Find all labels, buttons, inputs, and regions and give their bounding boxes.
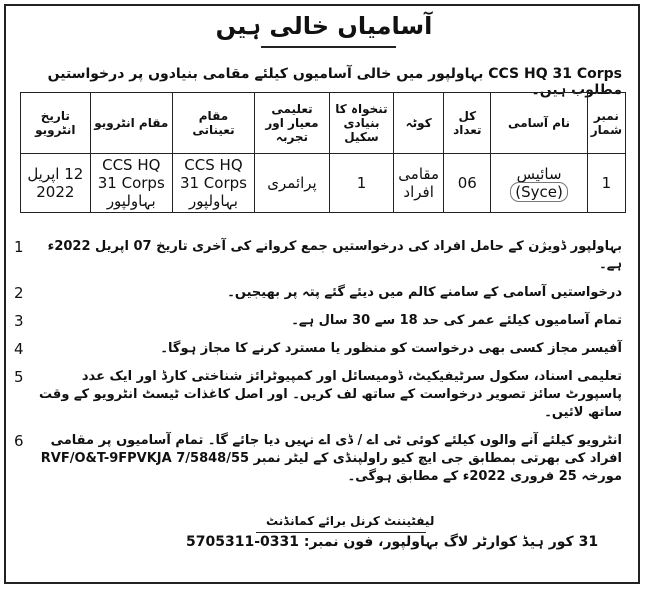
header-quota: کوٹہ <box>394 93 444 154</box>
post-english: (Syce) <box>510 182 568 202</box>
cell-total: 06 <box>444 154 491 213</box>
cell-interview-place <box>90 154 172 213</box>
term-text: آفیسر مجاز کسی بھی درخواست کو منظور یا مسترد کرنے کا مجاز ہوگا۔ <box>160 341 622 356</box>
term-number: 4 <box>14 340 24 358</box>
interview-place-en: CCS HQ 31 Corps <box>97 156 165 192</box>
term-text: بہاولپور ڈویژن کے حامل افراد کی درخواستیں جمع کروانے کی آخری تاریخ 07 اپریل 2022ء ہے۔ <box>47 239 622 272</box>
cell-serial: 1 <box>587 154 625 213</box>
term-text: انٹرویو کیلئے آنے والوں کیلئے کوئی ٹی اے / ڈی اے نہیں دیا جائے گا۔ تمام آسامیوں پر مقامی افراد کی بھرتی بمطابق جی ایچ کیو راولپنڈی کے لیٹر نمبر 5848/55/RVF/O&T-9FPVKJA 7 مورخہ 25 فروری 2022ء کے مطابق ہوگی۔ <box>40 433 622 484</box>
cell-interview-date <box>21 154 91 213</box>
interview-date-line2: 2022 <box>36 183 75 201</box>
cell-posting <box>172 154 254 213</box>
intro-text: CCS HQ 31 Corps بہاولپور میں خالی آسامیوں کیلئے مقامی بنیادوں پر درخواستیں مطلوب ہیں۔ <box>47 66 622 98</box>
vacancy-table <box>20 92 626 213</box>
table-header-row <box>21 93 626 154</box>
term-number: 1 <box>14 238 24 256</box>
term-number: 2 <box>14 284 24 302</box>
cell-quota: مقامی افراد <box>394 154 444 213</box>
signature-address: 31 کور ہیڈ کوارٹر لاگ بہاولپور، فون نمبر: 0331-5705311 <box>186 534 599 550</box>
term-number: 6 <box>14 432 24 450</box>
cell-post <box>491 154 587 213</box>
terms-list <box>14 238 622 486</box>
signature-divider <box>256 532 426 533</box>
term-text: تمام آسامیوں کیلئے عمر کی حد 18 سے 30 سال ہے۔ <box>291 313 622 328</box>
cell-scale: 1 <box>329 154 393 213</box>
list-item <box>14 238 622 274</box>
header-interview-place: مقام انٹرویو <box>90 93 172 154</box>
advertisement-frame <box>4 4 640 584</box>
header-scale: تنخواہ کا بنیادی سکیل <box>329 93 393 154</box>
list-item <box>14 432 622 486</box>
list-item <box>14 312 622 330</box>
header-serial: نمبر شمار <box>587 93 625 154</box>
list-item <box>14 340 622 358</box>
title-underline <box>261 46 396 48</box>
posting-ur: بہاولپور <box>189 192 238 210</box>
term-number: 5 <box>14 368 24 386</box>
header-education: تعلیمی معیار اور تجربہ <box>255 93 330 154</box>
interview-date-line1: 12 اپریل <box>27 165 84 183</box>
page-title: آسامیاں خالی ہیں <box>215 12 433 40</box>
signature-title: لیفٹیننٹ کرنل برائے کمانڈنٹ <box>266 514 435 528</box>
term-number: 3 <box>14 312 24 330</box>
list-item <box>14 368 622 422</box>
cell-education: پرائمری <box>255 154 330 213</box>
header-interview-date: تاریخ انٹرویو <box>21 93 91 154</box>
interview-place-ur: بہاولپور <box>106 192 156 210</box>
list-item <box>14 284 622 302</box>
table-row <box>21 154 626 213</box>
term-text: تعلیمی اسناد، سکول سرٹیفیکیٹ، ڈومیسائل اور کمپیوٹرائز شناختی کارڈ اور ایک عدد پاسپورٹ سائز تصویر درخواست کے ساتھ لف کریں۔ اور اصل کاغذات ٹیسٹ انٹرویو کے وقت ساتھ لائیں۔ <box>39 369 622 420</box>
post-urdu: سائیس <box>516 165 562 183</box>
posting-en: CCS HQ 31 Corps <box>179 156 247 192</box>
header-posting: مقام تعیناتی <box>172 93 254 154</box>
header-total: کل تعداد <box>444 93 491 154</box>
term-text: درخواستیں آسامی کے سامنے کالم میں دیئے گئے پتہ پر بھیجیں۔ <box>227 285 622 300</box>
header-post: نام آسامی <box>491 93 587 154</box>
